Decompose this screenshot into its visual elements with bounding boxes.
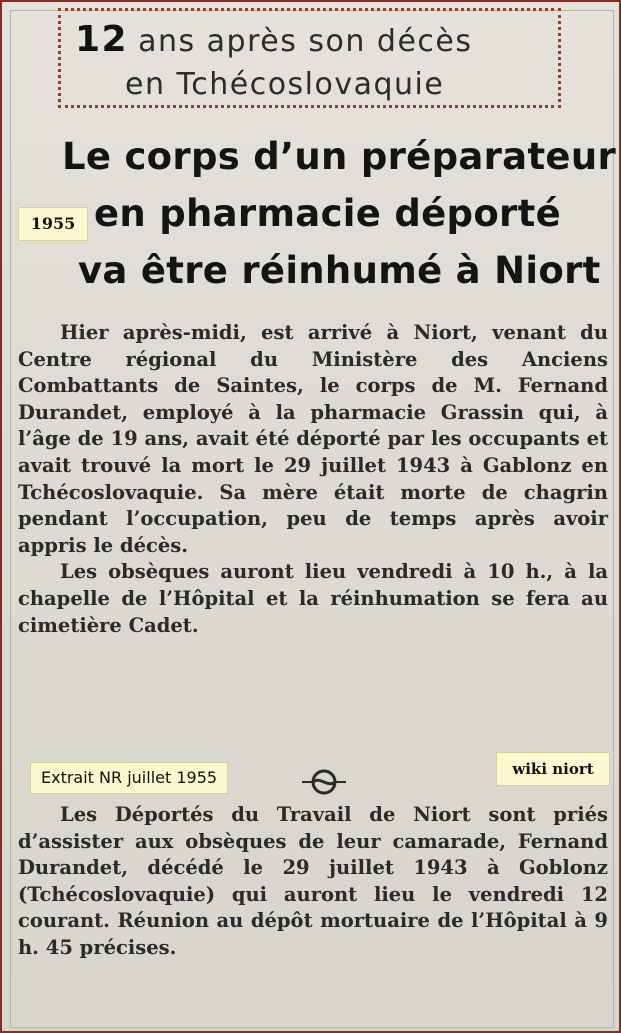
article-paragraph-2: Les obsèques auront lieu vendredi à 10 h., à la chapelle de l’Hôpital et la réinhumation se fera au cimetière Cadet.: [18, 560, 608, 637]
headline-line-1: Le corps d’un préparateur: [62, 135, 617, 178]
headline-line-2: en pharmacie déporté: [94, 192, 561, 235]
kicker-number: 12: [75, 19, 129, 60]
source-label: Extrait NR juillet 1955: [30, 762, 228, 794]
headline: [42, 128, 617, 299]
kicker-line-1-text: ans après son décès: [138, 24, 473, 59]
wiki-label: wiki niort: [496, 752, 610, 786]
article-paragraph-3: Les Déportés du Travail de Niort sont priés d’assister aux obsèques de leur camarade, Fernand Durandet, décédé le 29 juillet 1943 à Goblonz (Tchécoslovaquie) qui auront lieu le vendredi 12 courant. Réunion au dépôt mortuaire de l’Hôpital à 9 h. 45 précises.: [18, 803, 608, 959]
kicker-line-1: [75, 19, 473, 60]
ornament-separator-icon: [300, 762, 348, 802]
headline-line-3: va être réinhumé à Niort: [78, 249, 601, 292]
article-body-top: [18, 320, 608, 639]
year-label: 1955: [18, 207, 88, 241]
kicker-line-2: en Tchécoslovaquie: [125, 67, 445, 102]
kicker-box: [58, 8, 561, 108]
article-body-bottom: [18, 802, 608, 962]
article-paragraph-1: Hier après-midi, est arrivé à Niort, venant du Centre régional du Ministère des Anciens Combattants de Saintes, le corps de M. Fernand Durandet, employé à la pharmacie Grassin qui, à l’âge de 19 ans, avait été déporté par les occupants et avait trouvé la mort le 29 juillet 1943 à Gablonz en Tchécoslovaquie. Sa mère était morte de chagrin pendant l’occupation, peu de temps après avoir appris le décès.: [18, 321, 608, 557]
